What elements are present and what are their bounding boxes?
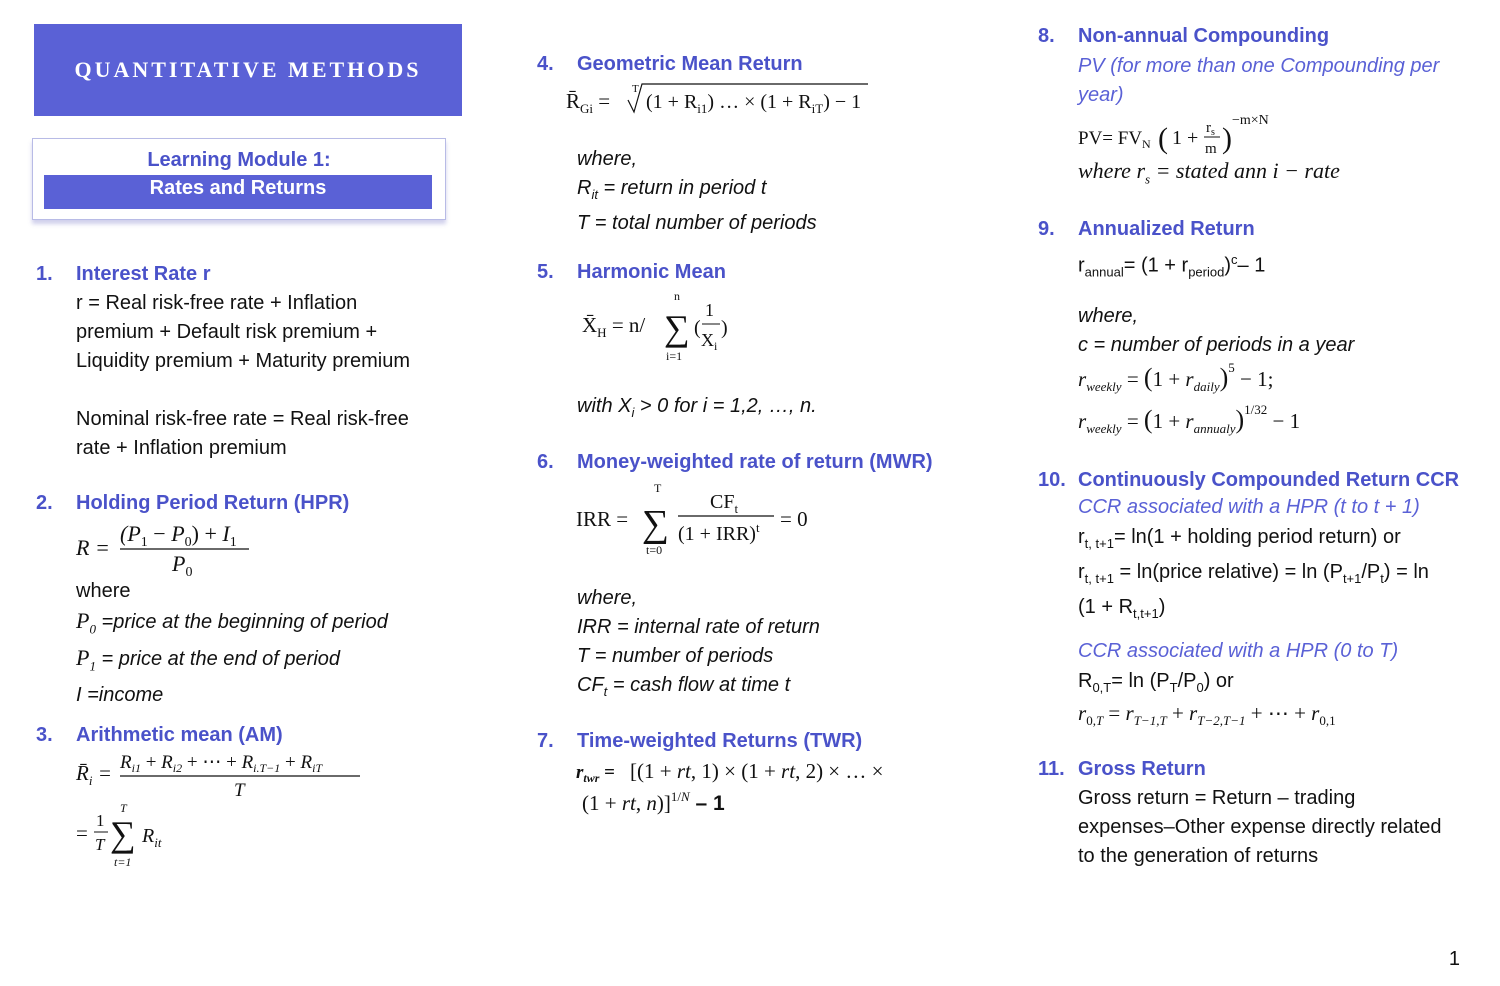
svg-text:r0,T = rT−1,T + rT−2,T−1 + ⋯ +: $r_{0,}T = r_{T-1,T} + r_{T-2,T-1}$ + ⋯ + $r_{0,1}$ — [1078, 701, 1336, 728]
section-7-number: 7. — [537, 730, 554, 752]
ccr-sum-formula — [1076, 694, 1416, 734]
section-2-where: where — [76, 580, 131, 602]
svg-text:T: T — [95, 835, 105, 854]
hpr-formula — [74, 515, 274, 579]
svg-text:T: T — [120, 801, 127, 815]
svg-text:rs: $r_s$ — [1206, 120, 1215, 138]
svg-text:=: = — [76, 821, 88, 845]
page-title-banner — [34, 24, 462, 116]
section-11-line: to the generation of returns — [1078, 845, 1319, 867]
svg-text:T: T — [654, 481, 662, 495]
svg-text:T: T — [234, 780, 245, 801]
svg-text:(1 + rt, n)]1/N – 1: (1 + rt, n)]$^{1/}$N – 1 — [582, 789, 725, 815]
section-5-heading: Harmonic Mean — [577, 261, 726, 283]
svg-text:t=1: t=1 — [114, 855, 132, 869]
section-1-body — [76, 289, 476, 463]
section-6-def: = cash flow at time t — [612, 674, 791, 696]
section-8-subtitle-line: year) — [1078, 84, 1124, 106]
section-2-body: where $P_0$ =price at the beginning of period $P_1$ = price at the end of period I =income — [76, 577, 476, 710]
svg-text:i=1: i=1 — [666, 349, 683, 363]
svg-text:Xi: $X_i$ — [701, 330, 718, 353]
svg-text:): ) — [721, 317, 728, 339]
svg-text:Ri1 + Ri2 + ⋯ + Ri.T−1 + RiT: $R_{i1} + R_{i2}$ + ⋯ + $R_{i.T-1} + R_{iT}$ — [120, 752, 323, 775]
section-3-number: 3. — [36, 724, 53, 746]
svg-text:n: n — [674, 289, 680, 303]
svg-text:Rit: $R_{it}$ — [142, 825, 162, 850]
section-10-number: 10. — [1038, 469, 1066, 491]
section-8-where-prefix: where r — [1078, 158, 1146, 183]
svg-text:R̄i =: $R̄_i$ = — [76, 761, 112, 788]
annualized-formula: $r_{annual}= (1 + r_{period})^c-$ 1 — [1078, 252, 1266, 280]
geometric-mean-formula — [562, 78, 922, 122]
page-title: QUANTITATIVE METHODS — [74, 57, 422, 82]
svg-text:CFt: $CF_t$ — [710, 491, 739, 516]
section-10-subtitle-1: CCR associated with a HPR (t to t + 1) — [1078, 496, 1420, 518]
harmonic-mean-formula — [578, 284, 778, 368]
section-6-where: where, — [577, 587, 638, 609]
svg-text:PV= FVN: $PV= FV_N$ — [1078, 128, 1151, 151]
section-9-heading: Annualized Return — [1078, 218, 1255, 240]
section-4-heading: Geometric Mean Return — [577, 53, 803, 75]
svg-text:T: T — [632, 83, 639, 95]
svg-text:1 +: 1 + — [1172, 127, 1199, 149]
am-formula — [72, 746, 372, 876]
section-11-body — [1078, 784, 1478, 871]
svg-text:X̄H = n/: $X̄_H = n/$ — [582, 313, 646, 340]
section-1-line: premium + Default risk premium + — [76, 321, 378, 343]
twr-formula — [574, 754, 974, 818]
section-10-subtitle-2: CCR associated with a HPR (0 to T) — [1078, 640, 1399, 662]
svg-text:t=0: t=0 — [646, 543, 663, 557]
section-3-heading: Arithmetic mean (AM) — [76, 724, 283, 746]
svg-text:(1 + Ri1) … × (1 + RiT) − 1: $(1 + R_{i1})$ … × $(1 + R_{iT}) - 1$ — [646, 91, 862, 116]
section-5-condition: with $X_i > 0$ for i = 1,2, …, n. — [577, 395, 817, 420]
section-1-line: Liquidity premium + Maturity premium — [76, 350, 410, 372]
section-6-def: T = number of periods — [577, 645, 774, 667]
section-9-def: c = number of periods in a year — [1078, 334, 1355, 356]
section-4-where: where, — [577, 148, 638, 170]
section-10-heading: Continuously Compounded Return CCR — [1078, 469, 1460, 491]
svg-text:(P1 − P0) + I1: $(P_1 - P_0) + I_1$ — [120, 521, 237, 550]
section-2-heading: Holding Period Return (HPR) — [76, 492, 350, 514]
svg-text:−m×N: −m×N — [1232, 113, 1269, 128]
ccr-multi-period-formula: $R_{0,T}= \ln (P_T/P_0)$ or — [1078, 670, 1234, 695]
section-6-def: IRR = internal rate of return — [577, 616, 820, 638]
section-1-line: Nominal risk-free rate = Real risk-free — [76, 408, 409, 430]
section-6-number: 6. — [537, 451, 554, 473]
section-6-heading: Money-weighted rate of return (MWR) — [577, 451, 933, 473]
page-number: 1 — [1448, 948, 1460, 970]
svg-text:∑: ∑ — [642, 503, 670, 545]
module-label: Learning Module 1: — [147, 149, 331, 171]
section-8-number: 8. — [1038, 25, 1055, 47]
section-6-body: where, IRR = internal rate of return T = number of periods $CF_t$ = cash flow at time t — [577, 584, 957, 706]
svg-text:[(1 + rt, 1) × (1 + rt, 2) × …: [(1 + rt, 1) × (1 + rt, 2) × … × — [630, 759, 884, 783]
section-8-where-rest: = stated ann i − rate — [1150, 158, 1340, 183]
section-11-line: expenses–Other expense directly related — [1078, 816, 1442, 838]
svg-text:rweekly = (1 + rannualy)1/32 −: $r_{weekly} = (1 + r_{annualy})^{1/32} - 1$ — [1078, 402, 1301, 436]
section-2-number: 2. — [36, 492, 53, 514]
section-9-number: 9. — [1038, 218, 1055, 240]
svg-text:): ) — [1222, 122, 1232, 155]
pv-formula — [1076, 108, 1396, 162]
section-1-number: 1. — [36, 263, 53, 285]
section-8-subtitle-line: PV (for more than one Compounding per — [1078, 55, 1440, 77]
section-9-body — [1078, 302, 1478, 360]
svg-text:∑: ∑ — [110, 814, 136, 854]
ccr-one-period-formulas: $r_{t, t+1}= \ln(1$ + holding period return) or $r_{t, t+1}$ = ln(price relative) = $\ln (P_{t+1}/P_t) = \ln$ $(1 + R_{t,t+1})$ — [1078, 526, 1429, 621]
section-4-number: 4. — [537, 53, 554, 75]
svg-text:P0: $P_0$ — [172, 551, 193, 579]
section-9-where: where, — [1078, 305, 1139, 327]
section-1-heading: Interest Rate r — [76, 263, 211, 285]
section-2-def: I =income — [76, 683, 164, 706]
section-2-def: =price at the beginning of period — [101, 611, 388, 633]
section-2-def: = price at the end of period — [101, 648, 341, 671]
section-4-body: where, $R_{it}$ = return in period t T = total number of periods — [577, 145, 937, 238]
module-name: Rates and Returns — [44, 175, 432, 209]
svg-text:rweekly = (1 + rdaily)5 − 1;: $r_{weekly} = (1 + r_{daily})^5 - 1$; — [1078, 360, 1274, 394]
section-8-heading: Non-annual Compounding — [1078, 25, 1330, 47]
svg-text:(: ( — [694, 317, 701, 339]
module-box — [32, 138, 446, 220]
svg-text:1: 1 — [96, 811, 105, 830]
svg-text:= 0: = 0 — [780, 507, 808, 531]
section-8-where: where $r_s$ = stated ann i − rate — [1078, 158, 1340, 187]
section-1-line: rate + Inflation premium — [76, 437, 287, 459]
svg-text:rtwr =: $r_{twr}$ = — [576, 762, 615, 785]
section-7-heading: Time-weighted Returns (TWR) — [577, 730, 863, 752]
section-11-number: 11. — [1038, 758, 1065, 780]
section-11-line: Gross return = Return – trading — [1078, 787, 1356, 809]
section-8-subtitle — [1078, 52, 1439, 110]
svg-text:1: 1 — [705, 300, 714, 320]
svg-text:(1 + IRR)t: (1 + IRR)$^t$ — [678, 520, 760, 545]
section-1-line: r = Real risk-free rate + Inflation — [76, 292, 358, 314]
weekly-return-formulas — [1076, 356, 1396, 440]
section-4-def: T = total number of periods — [577, 212, 817, 234]
svg-text:R̄Gi =: $R̄_{Gi}$ = — [566, 89, 611, 116]
section-11-heading: Gross Return — [1078, 758, 1206, 780]
mwr-formula — [574, 476, 834, 560]
svg-text:∑: ∑ — [664, 308, 690, 348]
svg-text:m: m — [1205, 141, 1217, 157]
section-4-def: = return in period t — [603, 177, 767, 199]
svg-text:R =: R = — [76, 535, 110, 560]
svg-text:(: ( — [1158, 122, 1168, 155]
svg-text:IRR =: IRR = — [576, 507, 629, 531]
section-5-cond-text: > 0 for i = 1,2, …, n. — [639, 395, 817, 417]
section-5-number: 5. — [537, 261, 554, 283]
